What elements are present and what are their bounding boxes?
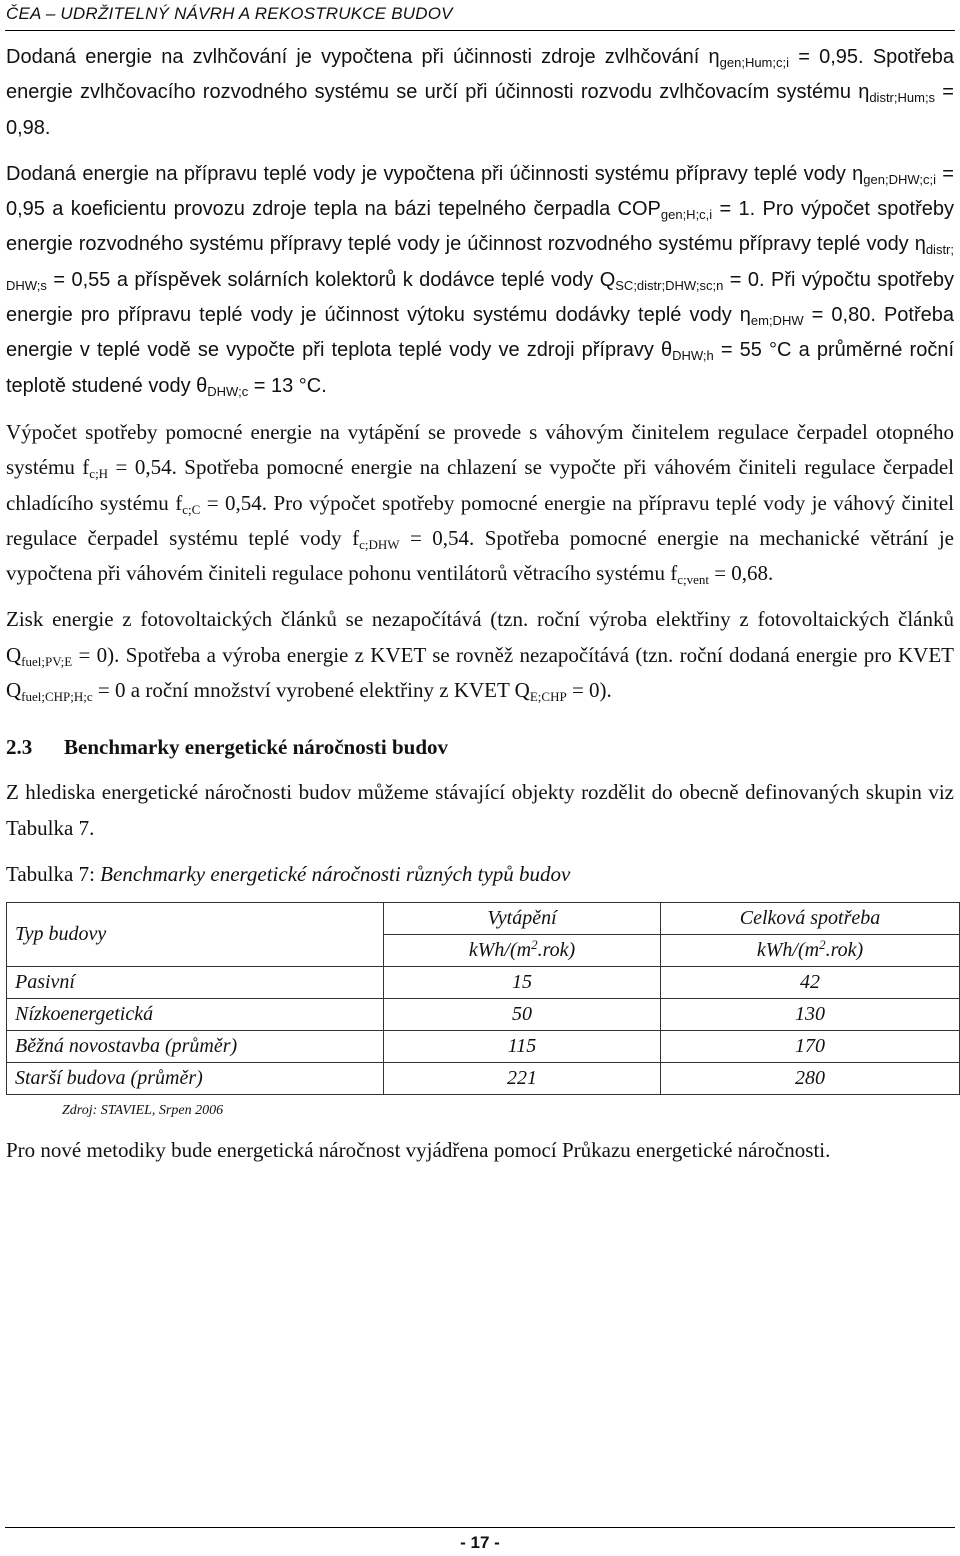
text-run: Dodaná energie na zvlhčování je vypočtena při účinnosti zdroje zvlhčování η [6, 46, 720, 68]
table-caption-text: Benchmarky energetické náročnosti různých typů budov [100, 861, 571, 886]
unit-text: .rok) [825, 938, 864, 961]
page-body [6, 40, 954, 1179]
text-run: = 0). Spotřeba a výroba energie z KVET se rovněž nezapočítává (tzn. roční dodaná energie pro KVET Q [6, 642, 954, 703]
unit-superscript: 2 [531, 936, 538, 952]
subscript: E;CHP [529, 689, 567, 705]
text-run: = 0,54. Spotřeba pomocné energie na mechanické větrání je vypočtena při váhovém činiteli regulace pohonu ventilátorů větracího systému f [6, 525, 954, 586]
subscript: DHW;c [207, 383, 249, 399]
text-run: = 55 °C a průměrné roční teplotě studené vody θ [6, 339, 954, 397]
header-heating: Vytápění [384, 902, 661, 934]
subscript: c;vent [677, 572, 709, 588]
text-run: = 0 a roční množství vyrobené elektřiny z KVET Q [92, 678, 530, 703]
cell-heating: 50 [384, 998, 661, 1030]
text-run: Výpočet spotřeby pomocné energie na vytápění se provede s váhovým činitelem regulace čerpadel otopného systému f [6, 419, 954, 480]
benchmark-table [6, 902, 960, 1095]
cell-total: 130 [661, 998, 960, 1030]
subscript: fuel;PV;E [21, 653, 73, 669]
paragraph-auxiliary-energy [6, 415, 954, 591]
text-run: = 0,95 a koeficientu provozu zdroje tepla na bázi tepelného čerpadla COP [6, 162, 954, 221]
running-header: ČEA – UDRŽITELNÝ NÁVRH A REKOSTRUKCE BUDOV [6, 4, 453, 23]
section-heading [6, 730, 954, 765]
closing-paragraph: Pro nové metodiky bude energetická náročnost vyjádřena pomocí Průkazu energetické náročnosti. [6, 1137, 831, 1162]
text-run: = 13 °C. [248, 374, 327, 397]
footer-rule [5, 1527, 955, 1528]
unit-heating [384, 934, 661, 966]
text-run: = 1. Pro výpočet spotřeby energie rozvodného systému přípravy teplé vody je účinnost rozvodného systému přípravy teplé vody η [6, 198, 954, 256]
cell-type: Běžná novostavba (průměr) [7, 1030, 384, 1062]
table-row [7, 966, 960, 998]
cell-heating: 115 [384, 1030, 661, 1062]
text-run: = 0. Při výpočtu spotřeby energie pro přípravu teplé vody je účinnost výtoku systému dodávky teplé vody η [6, 268, 954, 327]
subscript: distr;Hum;s [869, 90, 936, 106]
text-run: Dodaná energie na přípravu teplé vody je vypočtena při účinnosti systému přípravy teplé vody η [6, 162, 864, 185]
subscript: c;C [182, 501, 201, 517]
subscript: c;H [89, 466, 109, 482]
table-source-note: Zdroj: STAVIEL, Srpen 2006 [62, 1102, 224, 1118]
table-header-row [7, 902, 960, 934]
table-row [7, 1062, 960, 1094]
subscript: c;DHW [359, 536, 400, 552]
cell-total: 280 [661, 1062, 960, 1094]
header-total-consumption: Celková spotřeba [661, 902, 960, 934]
subscript: gen;DHW;c;i [863, 171, 937, 187]
paragraph-humidification [6, 40, 954, 146]
unit-text: .rok) [537, 938, 576, 961]
subscript: em;DHW [750, 313, 804, 329]
cell-heating: 15 [384, 966, 661, 998]
unit-text: kWh/(m [468, 938, 532, 961]
cell-total: 170 [661, 1030, 960, 1062]
text-run: = 0,68. [708, 561, 774, 586]
table-row [7, 998, 960, 1030]
cell-type: Pasivní [7, 966, 384, 998]
text-run: = 0,95. Spotřeba energie zvlhčovacího rozvodného systému se určí při účinnosti rozvodu zvlhčovacím systému η [6, 46, 954, 104]
subscript: gen;H;c,i [660, 207, 713, 223]
subscript: SC;distr;DHW;sc;n [615, 277, 724, 293]
text-run: = 0,54. Pro výpočet spotřeby pomocné energie na přípravu teplé vody je váhový činitel regulace čerpadel systému teplé vody f [6, 490, 954, 550]
paragraph-photovoltaic [6, 602, 954, 708]
section-title: Benchmarky energetické náročnosti budov [64, 735, 449, 760]
text-run: = 0,54. Spotřeba pomocné energie na chlazení se vypočte při váhovém činiteli regulace čerpadel chladícího systému f [6, 455, 954, 515]
cell-total: 42 [661, 966, 960, 998]
text-run: = 0,98. [6, 81, 954, 139]
subscript: DHW;h [672, 348, 714, 364]
unit-total [661, 934, 960, 966]
paragraph-hot-water [6, 157, 954, 404]
table-caption-label: Tabulka 7: [6, 861, 101, 886]
table-row [7, 1030, 960, 1062]
page-number: - 17 - [460, 1533, 500, 1552]
table-caption [6, 857, 954, 892]
header-building-type: Typ budovy [7, 902, 384, 966]
unit-superscript: 2 [819, 936, 826, 952]
unit-text: kWh/(m [756, 938, 820, 961]
section-number: 2.3 [6, 735, 33, 760]
text-run: Zisk energie z fotovoltaických článků se nezapočítává (tzn. roční výroba elektřiny z fotovoltaických článků Q [6, 607, 954, 667]
subscript: distr; DHW;s [6, 242, 954, 293]
intro-paragraph: Z hlediska energetické náročnosti budov můžeme stávající objekty rozdělit do obecně definovaných skupin viz Tabulka 7. [6, 780, 954, 840]
text-run: = 0). [566, 678, 612, 703]
cell-type: Nízkoenergetická [7, 998, 384, 1030]
text-run: = 0,55 a příspěvek solárních kolektorů k dodávce teplé vody Q [46, 268, 616, 291]
subscript: fuel;CHP;H;c [21, 689, 93, 705]
subscript: gen;Hum;c;i [719, 55, 790, 70]
header-rule [5, 30, 955, 31]
cell-heating: 221 [384, 1062, 661, 1094]
text-run: = 0,80. Potřeba energie v teplé vodě se vypočte při teplota teplé vody ve zdroji přípravy θ [6, 304, 954, 362]
cell-type: Starší budova (průměr) [7, 1062, 384, 1094]
